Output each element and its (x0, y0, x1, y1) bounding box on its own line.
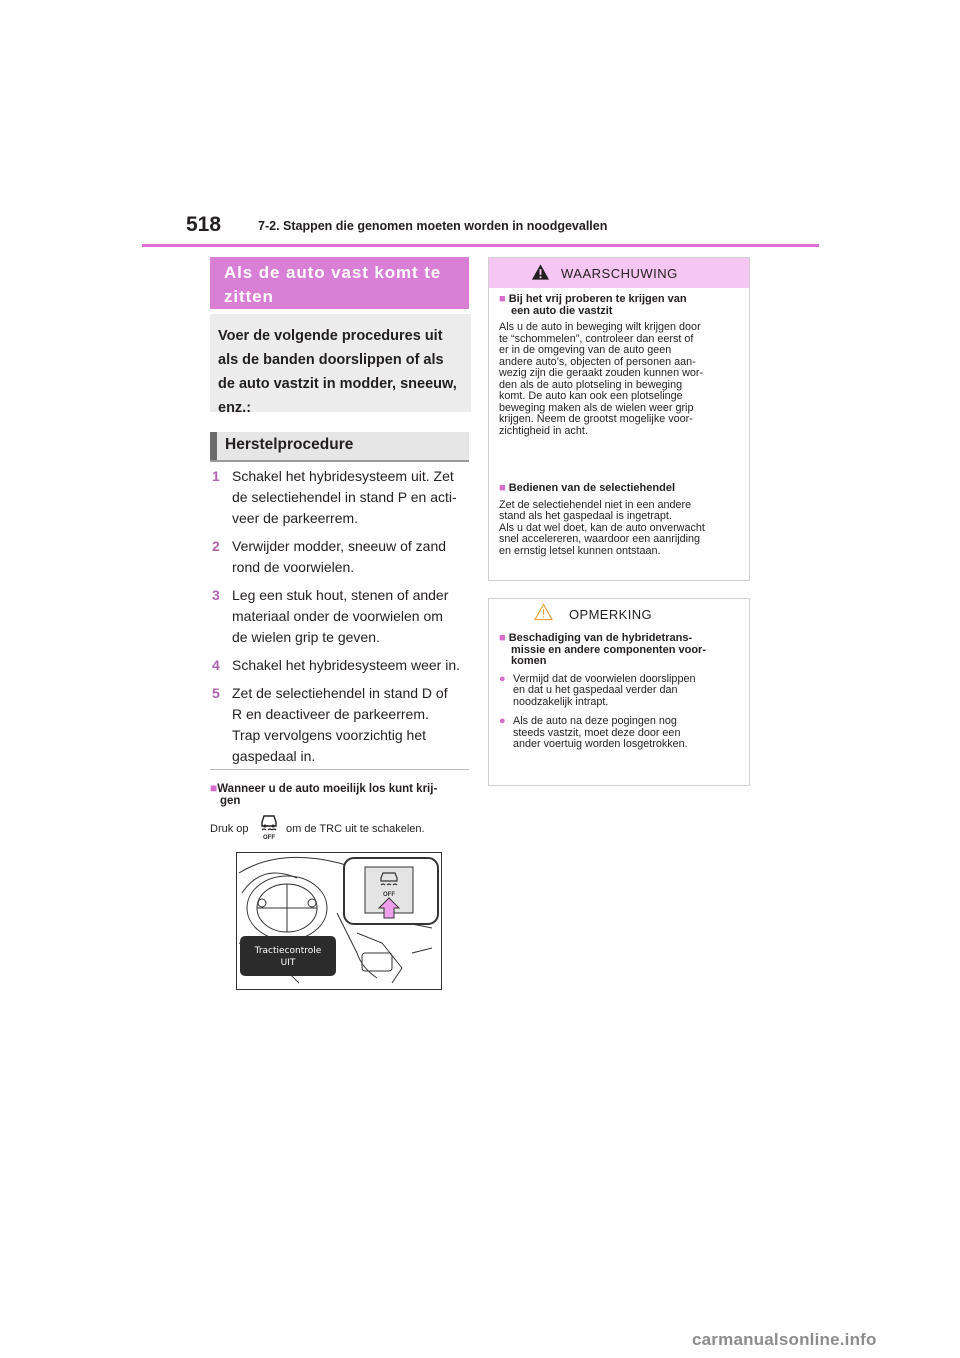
step-number: 2 (212, 538, 220, 554)
note-heading-text: Wanneer u de auto moeilijk los kunt krij- (217, 783, 438, 795)
warning-body-line: en ernstig letsel kunnen ontstaan. (499, 544, 661, 557)
step-line: rond de voorwielen. (232, 559, 355, 575)
circle-bullet-icon: ● (499, 715, 506, 727)
notice-bullet-line: steeds vastzit, moet deze door een (513, 726, 681, 739)
intro-line: Voer de volgende procedures uit (218, 328, 443, 344)
dashboard-figure (236, 852, 442, 990)
section-title-line: Als de auto vast komt te (224, 263, 442, 282)
notice-bullet-line: noodzakelijk intrapt. (513, 695, 609, 708)
notice-body (499, 633, 744, 751)
section-title (210, 257, 469, 309)
dashboard-illustration (237, 853, 441, 989)
notice-bullet (499, 716, 744, 751)
caution-triangle-icon (534, 603, 553, 621)
warning-body-line: Als u de auto in beweging wilt krijgen door (499, 321, 701, 333)
step-line: Leg een stuk hout, stenen of ander (232, 587, 449, 603)
warning-body-line: er in de omgeving van de auto geen (499, 344, 672, 356)
note-heading-line: gen (220, 795, 241, 807)
warning-body-line: wezig zijn die geraakt zouden kunnen wor- (499, 367, 704, 379)
warning-title: WAARSCHUWING (561, 266, 678, 281)
step-number: 1 (212, 468, 220, 484)
subheading-text: Herstelprocedure (225, 436, 354, 453)
notice-bullet-line: Als de auto na deze pogingen nog (513, 715, 677, 727)
warning-body-line: den als de auto plotseling in beweging (499, 378, 683, 391)
intro-line: de auto vastzit in modder, sneeuw, (218, 376, 457, 392)
notice-bullet-line: en dat u het gaspedaal verder dan (513, 684, 678, 696)
notice-heading (499, 633, 744, 668)
square-bullet-icon: ■ (499, 482, 506, 494)
step-item (212, 683, 474, 767)
warning-body-line: snel accelereren, waardoor een aanrijding (499, 533, 701, 545)
badge-line-2: UIT (280, 958, 296, 968)
trc-off-icon (258, 814, 280, 840)
notice-bullet (499, 674, 744, 709)
step-item (212, 536, 474, 578)
notice-heading-line: missie en andere componenten voor- (511, 643, 706, 656)
header-divider (142, 244, 819, 247)
square-bullet-icon: ■ (210, 781, 218, 795)
square-bullet-icon: ■ (499, 632, 506, 644)
circle-bullet-icon: ● (499, 672, 506, 685)
warning-header (489, 258, 749, 288)
warning-body-line: te “schommelen”, controleer dan eerst of (499, 332, 694, 345)
page-number: 518 (186, 213, 222, 236)
square-bullet-icon: ■ (499, 293, 506, 305)
step-line: veer de parkeerrem. (232, 510, 359, 526)
note-text-after: om de TRC uit te schakelen. (286, 823, 425, 835)
warning-section-heading (499, 294, 744, 317)
step-line: de selectiehendel in stand P en acti- (232, 489, 457, 505)
badge-line-1: Tractiecontrole (254, 946, 322, 956)
step-line: de wielen grip te geven. (232, 629, 380, 645)
subheading (210, 432, 469, 462)
warning-section-heading (499, 483, 744, 495)
warning-body-line: beweging maken als de wielen weer grip (499, 401, 694, 414)
step-line: Trap vervolgens voorzichtig het (232, 727, 427, 743)
note-heading-line (210, 782, 472, 795)
warning-body-line: Zet de selectiehendel niet in een andere (499, 498, 692, 511)
off-button-label: OFF (383, 892, 395, 898)
section-divider (210, 769, 469, 770)
notice-heading-line: Beschadiging van de hybridetrans- (508, 632, 693, 644)
notice-header (489, 599, 749, 627)
intro-line: als de banden doorslippen of als (218, 352, 444, 368)
section-title-line: zitten (224, 287, 274, 306)
warning-body-line: krijgen. Neem de grootst mogelijke voor- (499, 413, 693, 425)
step-line: Verwijder modder, sneeuw of zand (232, 538, 447, 554)
notice-heading-line: komen (511, 655, 547, 667)
step-line: R en deactiveer de parkeerrem. (232, 706, 429, 722)
note-heading (210, 782, 472, 807)
notice-box (488, 598, 750, 786)
step-item (212, 585, 474, 648)
warning-heading-line: Bij het vrij proberen te krijgen van (508, 293, 687, 305)
step-item (212, 466, 474, 529)
step-number: 4 (212, 657, 220, 673)
trc-off-icon-label: OFF (263, 835, 275, 840)
step-number: 3 (212, 587, 220, 603)
warning-heading-line: een auto die vastzit (511, 304, 613, 317)
note-text-before: Druk op (210, 823, 249, 835)
chapter-title: 7-2. Stappen die genomen moeten worden in noodgevallen (258, 219, 608, 233)
label-badge (240, 936, 336, 976)
step-line: Zet de selectiehendel in stand D of (232, 685, 448, 701)
warning-heading-line: Bedienen van de selectiehendel (508, 482, 676, 494)
step-line: materiaal onder de voorwielen om (232, 608, 443, 624)
step-line: Schakel het hybridesysteem weer in. (232, 657, 460, 673)
warning-body-line: zichtigheid in acht. (499, 424, 588, 437)
notice-title: OPMERKING (569, 607, 653, 622)
warning-body-line: Als u dat wel doet, kan de auto onverwacht (499, 521, 705, 534)
intro-box (210, 314, 471, 416)
step-number: 5 (212, 685, 220, 701)
watermark: carmanualsonline.info (692, 1330, 877, 1349)
intro-line: enz.: (218, 400, 252, 416)
step-line: Schakel het hybridesysteem uit. Zet (232, 468, 454, 484)
warning-section (499, 483, 744, 557)
warning-body-line: stand als het gaspedaal is ingetrapt. (499, 510, 672, 522)
warning-box (488, 257, 750, 581)
warning-body-line: andere auto’s, objecten of personen aan- (499, 355, 696, 368)
warning-triangle-icon (531, 263, 550, 281)
step-item (212, 655, 474, 676)
warning-section (499, 294, 744, 437)
notice-bullet-line: ander voertuig worden losgetrokken. (513, 738, 688, 750)
notice-bullet-line: Vermijd dat de voorwielen doorslippen (513, 672, 696, 685)
warning-body-line: komt. De auto kan ook een plotselinge (499, 390, 683, 402)
page-header (0, 0, 960, 250)
procedure-steps (212, 466, 474, 774)
step-line: gaspedaal in. (232, 748, 316, 764)
